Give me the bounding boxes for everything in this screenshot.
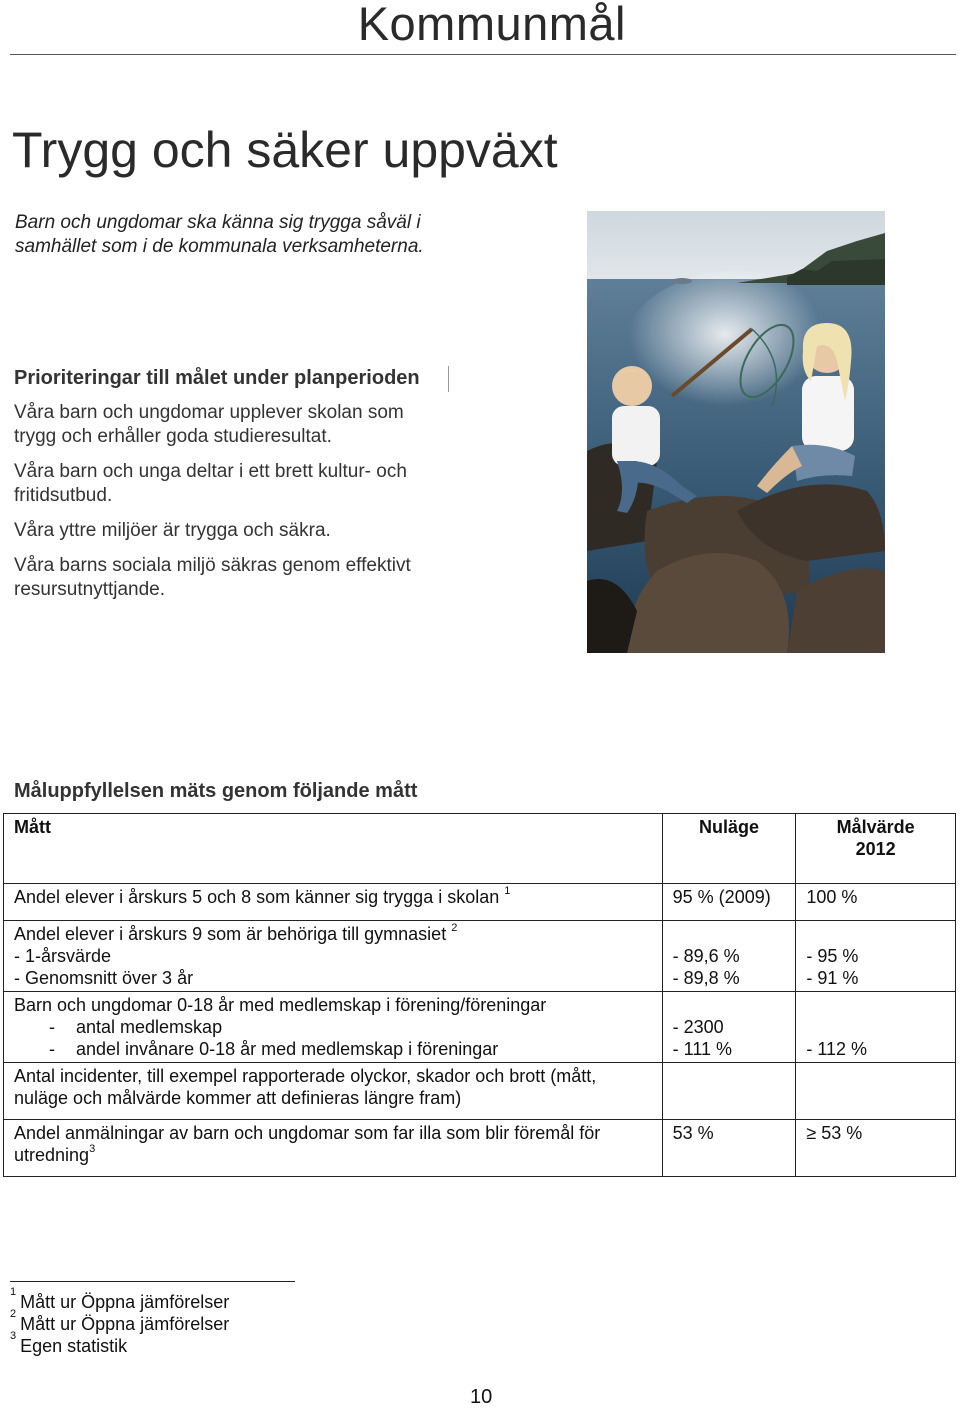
- priority-item: Våra barns sociala miljö säkras genom effektivt resursutnyttjande.: [14, 555, 411, 600]
- target-cell: [796, 1063, 956, 1120]
- current-cell: 53 %: [662, 1120, 796, 1177]
- column-header-current: Nuläge: [662, 814, 796, 884]
- priority-item: Våra barn och unga deltar i ett brett kultur- och fritidsutbud.: [14, 461, 407, 506]
- measures-table: [3, 813, 956, 1177]
- footnote: $^1$ Mått ur Öppna jämförelser: [10, 1286, 230, 1312]
- current-cell: 95 % (2009): [662, 884, 796, 921]
- measure-cell: Antal incidenter, till exempel rapporterade olyckor, skador och brott (mått, nuläge och målvärde kommer att definieras längre fram): [4, 1063, 663, 1120]
- measure-cell: Andel elever i årskurs 5 och 8 som känner sig trygga i skolan $^1$: [4, 884, 663, 921]
- footnote-divider: [10, 1281, 295, 1282]
- column-header-target: Målvärde 2012: [796, 814, 956, 884]
- target-cell: - 95 % - 91 %: [796, 921, 956, 992]
- page-number: 10: [470, 1386, 493, 1408]
- priority-item: Våra yttre miljöer är trygga och säkra.: [14, 520, 331, 541]
- target-cell: - 112 %: [796, 992, 956, 1063]
- target-cell: 100 %: [796, 884, 956, 921]
- page-title: Trygg och säker uppväxt: [12, 122, 558, 178]
- text-cursor: [448, 366, 449, 392]
- priorities-heading: Prioriteringar till målet under planperioden: [14, 367, 420, 389]
- current-cell: - 89,6 % - 89,8 %: [662, 921, 796, 992]
- priority-item: Våra barn och ungdomar upplever skolan som trygg och erhåller goda studieresultat.: [14, 402, 404, 447]
- footnote: $^2$ Mått ur Öppna jämförelser: [10, 1308, 230, 1334]
- table-row: [4, 1120, 956, 1177]
- measure-cell: Barn och ungdomar 0-18 år med medlemskap i förening/föreningar - antal medlemskap - andel invånare 0-18 år med medlemskap i föreningar: [4, 992, 663, 1063]
- measures-heading: Måluppfyllelsen mäts genom följande mått: [14, 780, 418, 802]
- table-row: [4, 884, 956, 921]
- table-row: [4, 1063, 956, 1120]
- table-header-row: [4, 814, 956, 884]
- current-cell: [662, 1063, 796, 1120]
- measure-cell: Andel anmälningar av barn och ungdomar som far illa som blir föremål för utredning$^3$: [4, 1120, 663, 1177]
- target-cell: ≥ 53 %: [796, 1120, 956, 1177]
- header-divider: [10, 54, 956, 55]
- children-fishing-photo: [587, 211, 885, 653]
- intro-text: Barn och ungdomar ska känna sig trygga såväl i samhället som i de kommunala verksamheterna.: [15, 212, 424, 257]
- current-cell: - 2300 - 111 %: [662, 992, 796, 1063]
- column-header-measure: Mått: [4, 814, 663, 884]
- table-row: [4, 992, 956, 1063]
- footnotes: [10, 1286, 230, 1357]
- measure-cell: Andel elever i årskurs 9 som är behöriga till gymnasiet $^2$ - 1-årsvärde - Genomsnitt över 3 år: [4, 921, 663, 992]
- header-title: Kommunmål: [357, 0, 626, 50]
- table-row: [4, 921, 956, 992]
- footnote: $^3$ Egen statistik: [10, 1330, 128, 1356]
- priorities-list: [14, 401, 444, 613]
